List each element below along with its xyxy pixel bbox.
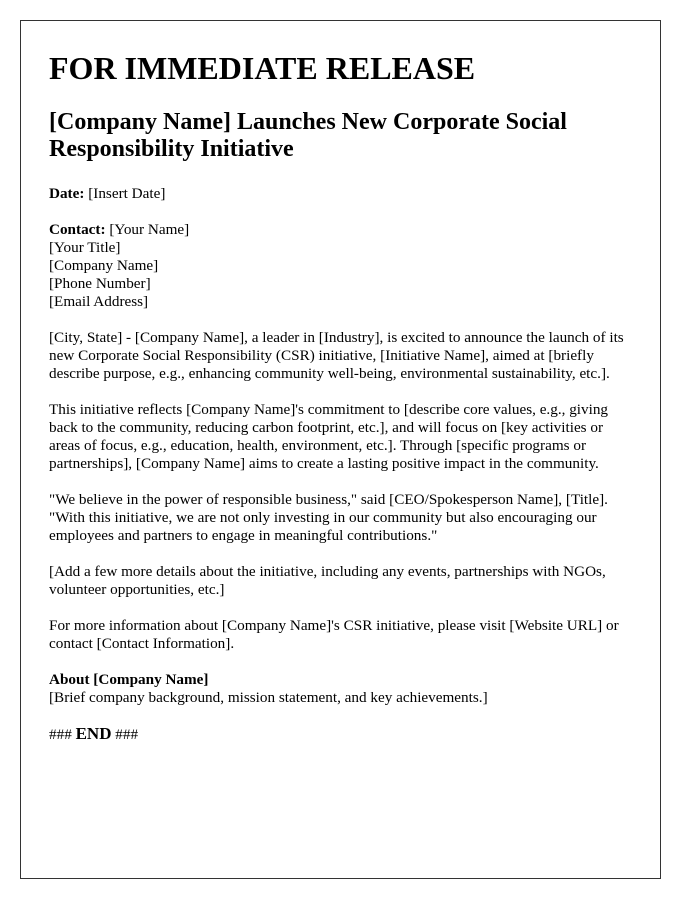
body-paragraph: For more information about [Company Name]'s CSR initiative, please visit [Website URL] or contact [Contact Information]. <box>49 617 619 652</box>
contact-title: [Your Title] <box>49 239 121 256</box>
contact-name: [Your Name] <box>109 221 190 238</box>
about-text: [Brief company background, mission statement, and key achievements.] <box>49 689 488 706</box>
about-heading: About [Company Name] <box>49 671 209 688</box>
about-block <box>49 671 632 707</box>
press-release-page <box>20 20 661 879</box>
end-word: END <box>75 724 112 743</box>
body-paragraph: [Add a few more details about the initiative, including any events, partnerships with NGOs, volunteer opportunities, etc.] <box>49 563 606 598</box>
date-label: Date: <box>49 185 85 202</box>
date-line <box>49 185 632 203</box>
body-paragraph: [City, State] - [Company Name], a leader in [Industry], is excited to announce the launch of its new Corporate Social Responsibility (CSR) initiative, [Initiative Name], aimed at [briefly describe purpose, e.g., enhancing community well-being, environmental sustainability, etc.]. <box>49 329 624 382</box>
end-suffix: ### <box>115 726 139 743</box>
end-prefix: ### <box>49 726 72 743</box>
contact-phone: [Phone Number] <box>49 275 151 292</box>
headline: [Company Name] Launches New Corporate Social Responsibility Initiative <box>49 109 567 162</box>
date-value: [Insert Date] <box>88 185 166 202</box>
release-label: FOR IMMEDIATE RELEASE <box>49 50 476 86</box>
contact-block <box>49 221 632 311</box>
end-marker <box>49 725 632 744</box>
contact-company: [Company Name] <box>49 257 159 274</box>
contact-email: [Email Address] <box>49 293 149 310</box>
body-paragraph: This initiative reflects [Company Name]'s commitment to [describe core values, e.g., giving back to the community, reducing carbon footprint, etc.], and will focus on [key activities or areas of focus, e.g., education, health, environment, etc.]. Through [specific programs or partnerships], [Company Name] aims to create a lasting positive impact in the community. <box>49 401 609 472</box>
contact-label: Contact: <box>49 221 106 238</box>
quote-paragraph: "We believe in the power of responsible business," said [CEO/Spokesperson Name], [Title]. "With this initiative, we are not only investing in our community but also encouraging our employees and partners to engage in meaningful contributions." <box>49 491 608 544</box>
